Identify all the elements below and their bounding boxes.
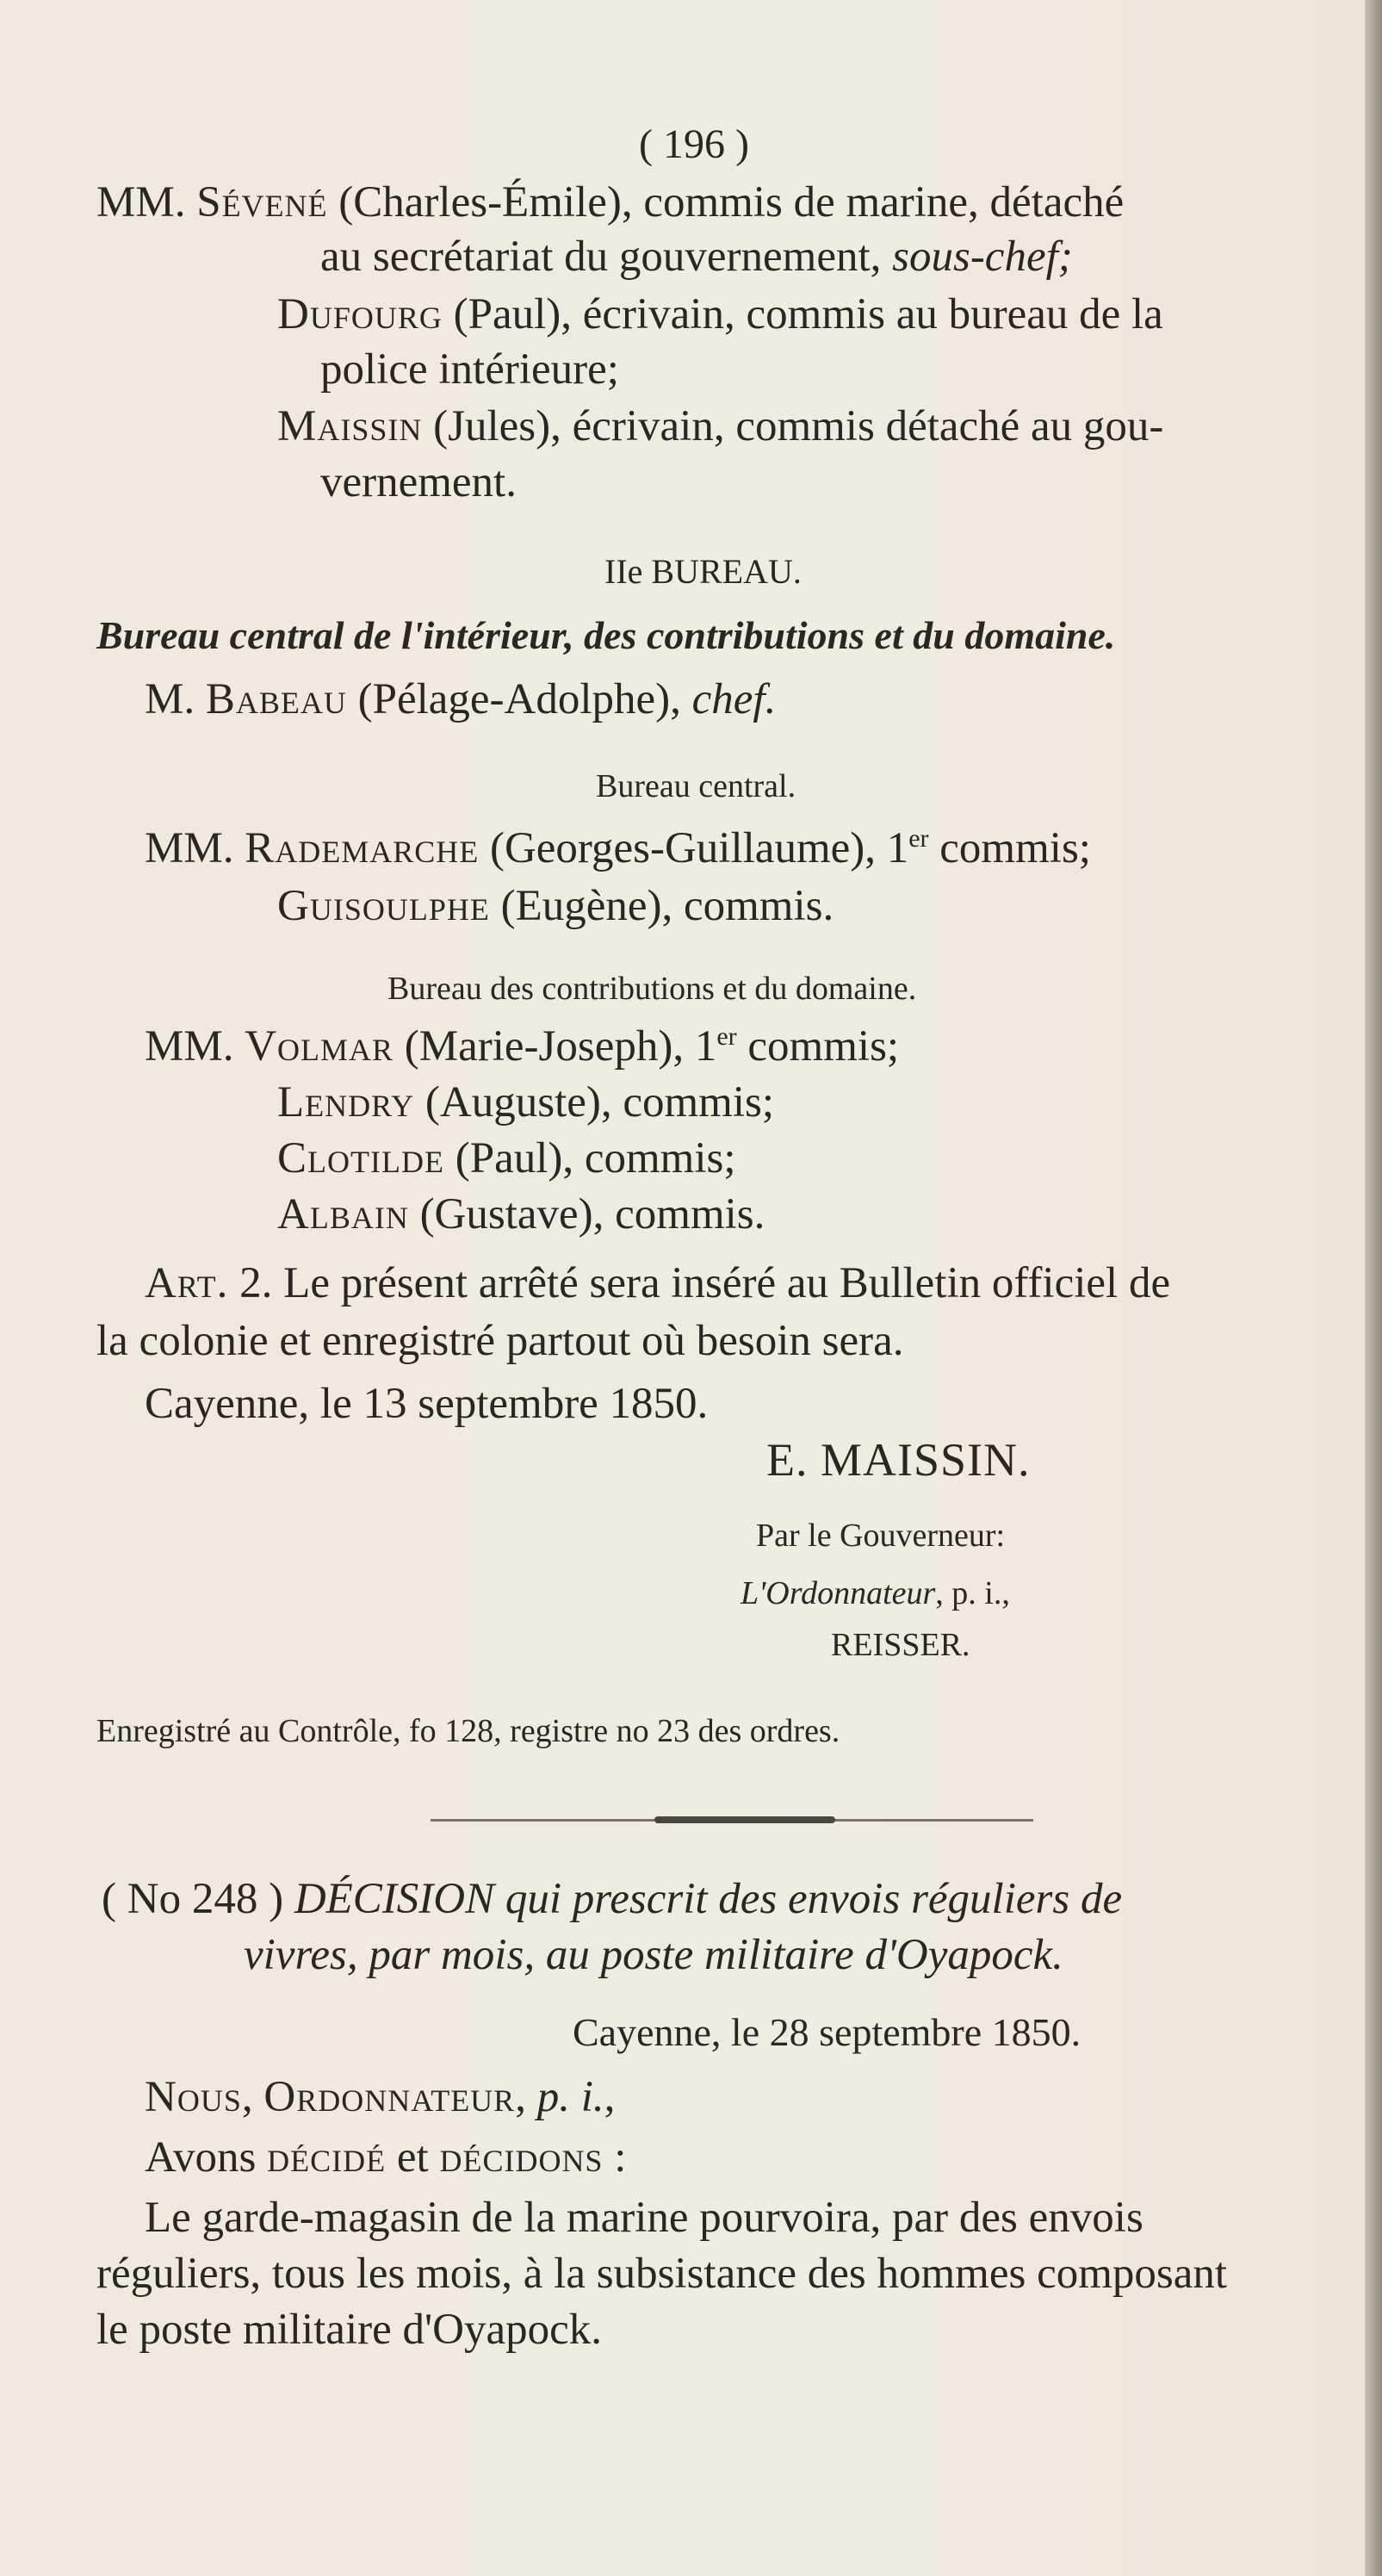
signature-name: REISSER. bbox=[831, 1627, 970, 1663]
signature-note: L'Ordonnateur, p. i., bbox=[741, 1575, 1010, 1611]
text-line: Clotilde (Paul), commis; bbox=[277, 1134, 736, 1182]
registration-note: Enregistré au Contrôle, fo 128, registre no 23 des ordres. bbox=[96, 1713, 840, 1749]
text-line: Albain (Gustave), commis. bbox=[277, 1190, 765, 1238]
text-line: Dufourg (Paul), écrivain, commis au bureau de la bbox=[277, 290, 1163, 338]
article-2: Art. 2. Le présent arrêté sera inséré au Bulletin officiel de bbox=[145, 1259, 1171, 1307]
page-number: ( 196 ) bbox=[639, 121, 749, 167]
decision-date: Cayenne, le 28 septembre 1850. bbox=[573, 2010, 1081, 2054]
subsection-heading: Bureau des contributions et du domaine. bbox=[387, 971, 917, 1007]
text-line: Nous, Ordonnateur, p. i., bbox=[145, 2073, 616, 2121]
text-line: vernement. bbox=[320, 458, 517, 506]
bureau-heading: IIe BUREAU. bbox=[604, 552, 802, 591]
text-line: M. Babeau (Pélage-Adolphe), chef. bbox=[145, 675, 777, 723]
date-line: Cayenne, le 13 septembre 1850. bbox=[145, 1380, 709, 1428]
text-line: le poste militaire d'Oyapock. bbox=[96, 2306, 603, 2354]
text-line: MM. Rademarche (Georges-Guillaume), 1er commis; bbox=[145, 824, 1091, 872]
text-line: Maissin (Jules), écrivain, commis détaché au gou- bbox=[277, 402, 1164, 450]
text-line: MM. Sévené (Charles-Émile), commis de marine, détaché bbox=[96, 178, 1125, 227]
subsection-heading: Bureau central. bbox=[596, 768, 796, 804]
text-line: réguliers, tous les mois, à la subsistance des hommes composant bbox=[96, 2250, 1228, 2298]
text-line: police intérieure; bbox=[320, 345, 619, 394]
text-line: Avons décidé et décidons : bbox=[145, 2133, 627, 2182]
text-line: au secrétariat du gouvernement, sous-chef; bbox=[320, 233, 1073, 281]
text-line: MM. Volmar (Marie-Joseph), 1er commis; bbox=[145, 1022, 900, 1071]
decision-title: ( No 248 ) DÉCISION qui prescrit des envois réguliers de bbox=[102, 1875, 1123, 1923]
separator-ornament bbox=[654, 1816, 835, 1823]
text-line: Guisoulphe (Eugène), commis. bbox=[277, 882, 834, 930]
text-line: Lendry (Auguste), commis; bbox=[277, 1078, 775, 1127]
signature-note: Par le Gouverneur: bbox=[756, 1518, 1006, 1554]
text-line: Le garde-magasin de la marine pourvoira, par des envois bbox=[145, 2194, 1143, 2242]
signature: E. MAISSIN. bbox=[766, 1434, 1031, 1486]
page-edge bbox=[1365, 0, 1382, 2576]
text-line: la colonie et enregistré partout où besoin sera. bbox=[96, 1317, 904, 1365]
bureau-title: Bureau central de l'intérieur, des contributions et du domaine. bbox=[96, 613, 1116, 657]
decision-title: vivres, par mois, au poste militaire d'Oyapock. bbox=[244, 1931, 1063, 1979]
